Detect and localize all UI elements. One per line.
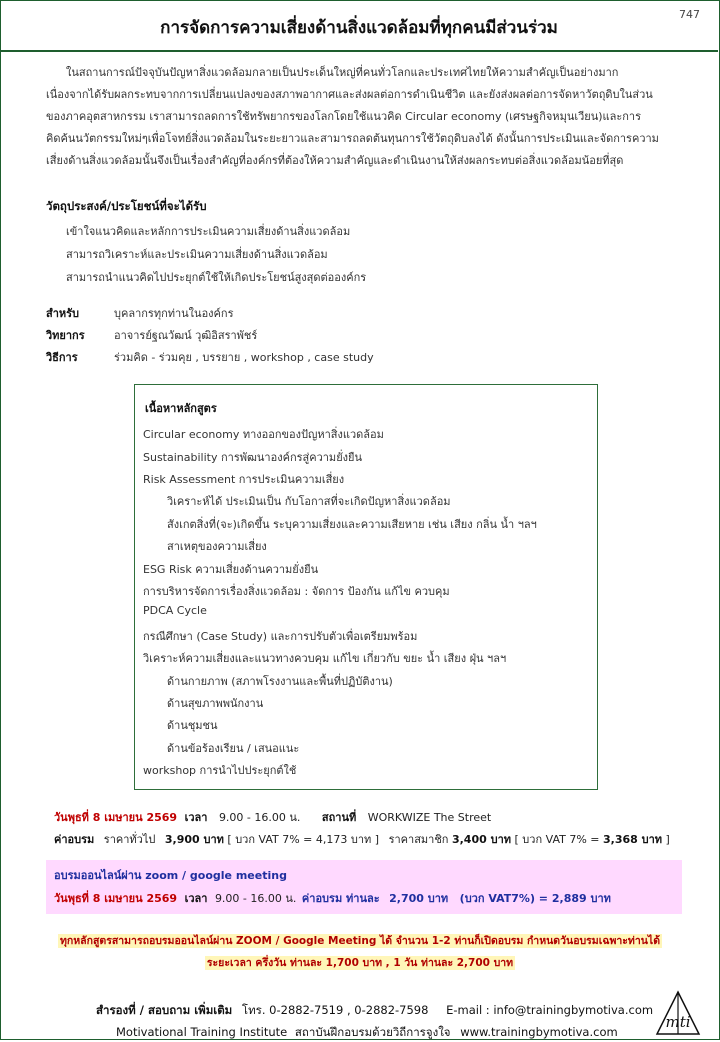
content-subitem: ด้านกายภาพ (สภาพโรงงานและพื้นที่ปฏิบัติงาน)	[167, 675, 393, 688]
online-date: วันพุธที่ 8 เมษายน 2569	[54, 892, 178, 905]
fee-line	[54, 830, 670, 848]
method-value: ร่วมคิด - ร่วมคุย , บรรยาย , workshop , case study	[114, 351, 374, 364]
general-price: 3,900 บาท	[164, 833, 224, 846]
content-item: ESG Risk ความเสี่ยงด้านความยั่งยืน	[143, 563, 319, 576]
online-training-box	[46, 860, 682, 914]
member-price-vat-total: 3,368 บาท	[603, 833, 663, 846]
general-price-vat: [ บวก VAT 7% = 4,173 บาท ]	[227, 833, 380, 846]
logo-text: mti	[665, 1013, 691, 1031]
phone-text: โทร. 0-2882-7519 , 0-2882-7598	[241, 1003, 429, 1017]
online-note-line2	[0, 954, 720, 971]
content-subitem: สาเหตุของความเสี่ยง	[167, 540, 267, 553]
content-item: วิเคราะห์ความเสี่ยงและแนวทางควบคุม แก้ไข เกี่ยวกับ ขยะ น้ำ เสียง ฝุ่น ฯลฯ	[143, 652, 507, 665]
content-item: workshop การนำไปประยุกต์ใช้	[143, 764, 297, 777]
org-line	[116, 1024, 618, 1042]
org-name-th: สถาบันฝึกอบรมด้วยวิถีการจูงใจ	[294, 1025, 451, 1039]
schedule-line	[54, 808, 491, 826]
content-subitem: ด้านข้อร้องเรียน / เสนอแนะ	[167, 742, 300, 755]
online-title: อบรมออนไลน์ผ่าน zoom / google meeting	[54, 869, 287, 882]
note-text: ระยะเวลา ครึ่งวัน ท่านละ 1,700 บาท , 1 วัน ท่านละ 2,700 บาท	[206, 957, 514, 969]
fee-label: ค่าอบรม	[54, 833, 95, 846]
online-fee-label: ค่าอบรม ท่านละ	[301, 892, 380, 905]
online-time-label: เวลา	[184, 892, 208, 905]
speaker-value: อาจารย์ฐณวัฒน์ วุฒิอิสราพัชร์	[114, 329, 258, 342]
contact-line	[96, 1002, 653, 1020]
member-price-vat-suffix: ]	[665, 833, 670, 846]
content-subitem: ด้านชุมชน	[167, 719, 218, 732]
online-fee-vat: (บวก VAT7%) = 2,889 บาท	[459, 892, 611, 905]
email-link[interactable]: E-mail : info@trainingbymotiva.com	[446, 1003, 654, 1017]
content-item: กรณีศึกษา (Case Study) และการปรับตัวเพื่อเตรียมพร้อม	[143, 630, 418, 643]
online-time: 9.00 - 16.00 น.	[214, 892, 297, 905]
speaker-label: วิทยากร	[46, 329, 85, 342]
content-item: Risk Assessment การประเมินความเสี่ยง	[143, 473, 345, 486]
member-price-vat-prefix: [ บวก VAT 7% =	[514, 833, 600, 846]
method-label: วิธีการ	[46, 351, 78, 364]
schedule-date: วันพุธที่ 8 เมษายน 2569	[54, 811, 178, 824]
page-number: 747	[679, 8, 700, 21]
venue-value: WORKWIZE The Street	[367, 811, 492, 824]
course-content-box	[134, 384, 598, 790]
title-bar	[0, 0, 718, 52]
for-value: บุคลากรทุกท่านในองค์กร	[114, 307, 234, 320]
content-subitem: ด้านสุขภาพพนักงาน	[167, 697, 264, 710]
online-schedule-line	[54, 889, 611, 907]
content-heading: เนื้อหาหลักสูตร	[145, 402, 217, 415]
website-link[interactable]: www.trainingbymotiva.com	[460, 1025, 618, 1039]
online-fee: 2,700 บาท	[389, 892, 449, 905]
contact-label: สำรองที่ / สอบถาม เพิ่มเติม	[96, 1003, 233, 1017]
content-item: การบริหารจัดการเรื่องสิ่งแวดล้อม : จัดการ ป้องกัน แก้ไข ควบคุม	[143, 585, 450, 598]
venue-label: สถานที่	[321, 811, 357, 824]
content-item: PDCA Cycle	[143, 604, 207, 617]
intro-line: ของภาคอุตสาหกรรม เราสามารถลดการใช้ทรัพยากรของโลกโดยใช้แนวคิด Circular economy (เศรษฐกิจหมุนเวียน)และการ	[46, 110, 642, 123]
content-item: Circular economy ทางออกของปัญหาสิ่งแวดล้อม	[143, 428, 384, 441]
content-subitem: สังเกตสิ่งที่(จะ)เกิดขึ้น ระบุความเสี่ยงและความเสียหาย เช่น เสียง กลิ่น น้ำ ฯลฯ	[167, 518, 537, 531]
member-price: 3,400 บาท	[451, 833, 512, 846]
schedule-time: 9.00 - 16.00 น.	[218, 811, 301, 824]
intro-line: เนื่องจากได้รับผลกระทบจากการเปลี่ยนแปลงของสภาพอากาศและส่งผลต่อการดำเนินชีวิต และยังส่งผลต่อการจัดหาวัตถุดิบในส่วน	[46, 88, 653, 101]
intro-paragraph	[46, 62, 686, 172]
intro-line: เสี่ยงด้านสิ่งแวดล้อมนั้นจึงเป็นเรื่องสำคัญที่องค์กรที่ต้องให้ความสำคัญและดำเนินงานให้ส่งผลกระทบต่อสิ่งแวดล้อมน้อยที่สุด	[46, 154, 624, 167]
mti-logo-icon	[655, 990, 701, 1036]
intro-line: ในสถานการณ์ปัจจุบันปัญหาสิ่งแวดล้อมกลายเป็นประเด็นใหญ่ที่คนทั่วโลกและประเทศไทยให้ความสำคัญเป็นอย่างมาก	[66, 66, 619, 79]
objective-item: สามารถวิเคราะห์และประเมินความเสี่ยงด้านสิ่งแวดล้อม	[66, 248, 328, 261]
page-title: การจัดการความเสี่ยงด้านสิ่งแวดล้อมที่ทุกคนมีส่วนร่วม	[160, 18, 558, 38]
content-item: Sustainability การพัฒนาองค์กรสู่ความยั่งยืน	[143, 451, 362, 464]
intro-line: คิดค้นนวัตกรรมใหม่ๆเพื่อโจทย์สิ่งแวดล้อมในระยะยาวและสามารถลดต้นทุนการใช้วัตถุดิบลงได้ ดังนั้นการประเมินและจัดการความ	[46, 132, 659, 145]
objective-item: เข้าใจแนวคิดและหลักการประเมินความเสี่ยงด้านสิ่งแวดล้อม	[66, 225, 351, 238]
online-note-line1	[0, 932, 720, 949]
note-text: ทุกหลักสูตรสามารถอบรมออนไลน์ผ่าน ZOOM / Google Meeting ได้ จำนวน 1-2 ท่านก็เปิดอบรม กำหนดวันอบรมเฉพาะท่านได้	[59, 935, 661, 947]
objectives-heading: วัตถุประสงค์/ประโยชน์ที่จะได้รับ	[46, 199, 207, 213]
org-name: Motivational Training Institute	[116, 1025, 288, 1039]
content-subitem: วิเคราะห์ได้ ประเมินเป็น กับโอกาสที่จะเกิดปัญหาสิ่งแวดล้อม	[167, 495, 451, 508]
schedule-time-label: เวลา	[184, 811, 208, 824]
objective-item: สามารถนำแนวคิดไปประยุกต์ใช้ให้เกิดประโยชน์สูงสุดต่อองค์กร	[66, 271, 367, 284]
for-label: สำหรับ	[46, 307, 80, 320]
member-price-label: ราคาสมาชิก	[388, 833, 449, 846]
general-price-label: ราคาทั่วไป	[103, 833, 156, 846]
